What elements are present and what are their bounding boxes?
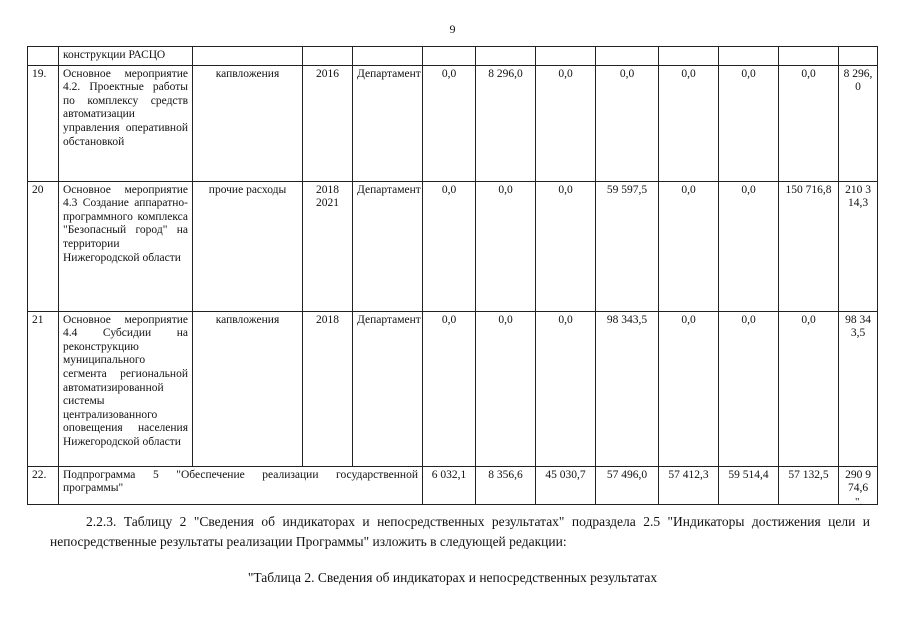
amendment-paragraph: 2.2.3. Таблицу 2 "Сведения об индикаторах и непосредственных результатах" подраздела 2.5 "Индикаторы достижения цели и непосредственные результаты реализации Программы" изложить в следующей редакции: (50, 514, 870, 549)
value-cell: 57 412,3 (659, 466, 719, 504)
value-cell: 0,0 (423, 65, 476, 181)
value-cell: 57 132,5 (779, 466, 839, 504)
value-cell: 98 343,5 (596, 311, 659, 466)
value-cell: 0,0 (423, 311, 476, 466)
value-cell: 0,0 (719, 311, 779, 466)
row-number: 21 (28, 311, 59, 466)
total-cell: 290 974,6 (839, 466, 878, 504)
value-cell: 0,0 (536, 311, 596, 466)
value-cell: 150 716,8 (779, 181, 839, 311)
page-number: 9 (449, 22, 456, 36)
value-cell: 0,0 (659, 311, 719, 466)
expense-type: капвложения (193, 65, 303, 181)
expense-type: капвложения (193, 311, 303, 466)
row-number: 19. (28, 65, 59, 181)
value-cell: 0,0 (476, 181, 536, 311)
executor-cell: Департамент (353, 311, 423, 466)
closing-quote: ". (855, 496, 863, 508)
total-cell: 210 314,3 (839, 181, 878, 311)
value-cell: 0,0 (536, 181, 596, 311)
value-cell: 0,0 (423, 181, 476, 311)
table-row (28, 181, 878, 311)
value-cell: 0,0 (659, 65, 719, 181)
value-cell: 0,0 (719, 181, 779, 311)
value-cell: 0,0 (659, 181, 719, 311)
row-name: Основное мероприятие 4.3 Создание аппаратно-программного комплекса "Безопасный город" на территории Нижегородской области (59, 181, 193, 311)
expense-type: прочие расходы (193, 181, 303, 311)
value-cell: 45 030,7 (536, 466, 596, 504)
year-cell: 2018 (303, 311, 353, 466)
executor-cell: Департамент (353, 181, 423, 311)
row-name: Основное мероприятие 4.2. Проектные работы по комплексу средств автоматизации управления оперативной обстановкой (59, 65, 193, 181)
executor-cell: Департамент (353, 65, 423, 181)
value-cell: 0,0 (596, 65, 659, 181)
value-cell: 0,0 (719, 65, 779, 181)
value-cell: 8 296,0 (476, 65, 536, 181)
value-cell: 59 514,4 (719, 466, 779, 504)
row-name: конструкции РАСЦО (59, 47, 193, 66)
table-row (28, 65, 878, 181)
value-cell: 8 356,6 (476, 466, 536, 504)
total-cell: 98 343,5 (839, 311, 878, 466)
year-cell: 2018 2021 (303, 181, 353, 311)
value-cell: 59 597,5 (596, 181, 659, 311)
table-row (28, 47, 878, 66)
table-row (28, 311, 878, 466)
value-cell: 0,0 (779, 65, 839, 181)
total-cell: 8 296,0 (839, 65, 878, 181)
value-cell: 0,0 (536, 65, 596, 181)
value-cell: 6 032,1 (423, 466, 476, 504)
row-number: 22. (28, 466, 59, 504)
row-name: Основное мероприятие 4.4 Субсидии на реконструкцию муниципального сегмента региональной автоматизированной системы централизованного оповещения населения Нижегородской области (59, 311, 193, 466)
row-number: 20 (28, 181, 59, 311)
table-row-summary (28, 466, 878, 504)
row-name: Подпрограмма 5 "Обеспечение реализации государственной программы" (59, 466, 423, 504)
year-cell: 2016 (303, 65, 353, 181)
budget-table (27, 46, 878, 505)
table-caption: "Таблица 2. Сведения об индикаторах и непосредственных результатах (247, 570, 658, 585)
value-cell: 0,0 (476, 311, 536, 466)
value-cell: 57 496,0 (596, 466, 659, 504)
value-cell: 0,0 (779, 311, 839, 466)
